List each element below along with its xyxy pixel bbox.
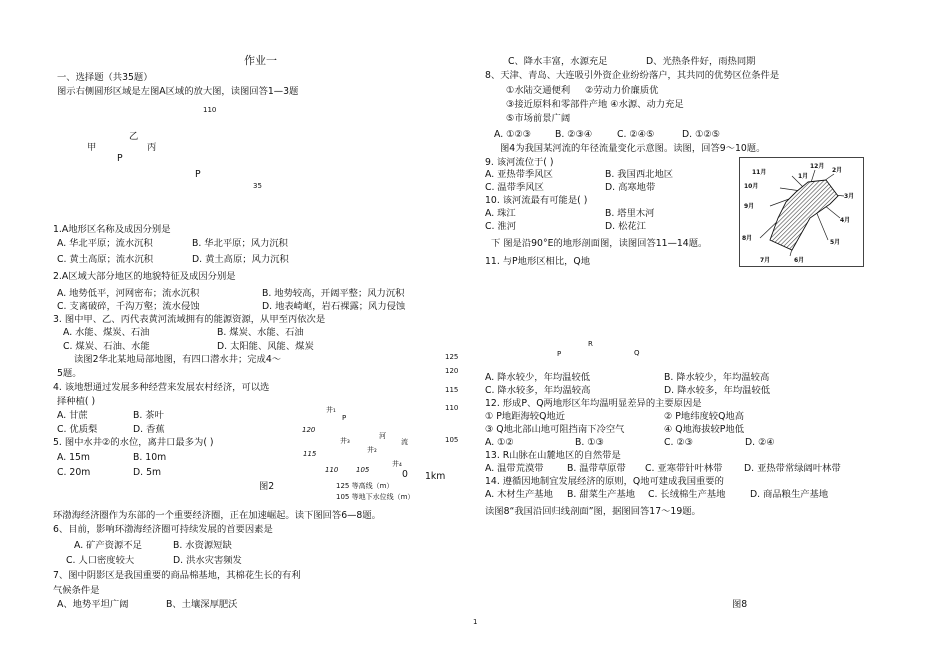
q1-option-b: B. 华北平原；风力沉积	[192, 238, 288, 249]
q12-option-b: B. ①③	[575, 437, 604, 448]
q4-option-c: C. 优质梨	[57, 424, 98, 435]
figure-8-caption: 图8	[732, 599, 748, 610]
q2-option-b: B. 地势较高，开阔平整；风力沉积	[262, 288, 405, 299]
map1-label-yi: 乙	[129, 131, 139, 142]
q12-item-3: ③ Q地北部山地可阻挡南下冷空气	[485, 424, 625, 435]
q13-option-a: A. 温带荒漠带	[485, 463, 544, 474]
q14-option-c: C. 长绒棉生产基地	[648, 489, 726, 500]
q1-option-c: C. 黄土高原；流水沉积	[57, 254, 154, 265]
label-may: 5月	[830, 239, 841, 246]
q7-option-d: D、光热条件好，雨热同期	[646, 56, 756, 67]
q9-option-a: A. 亚热带季风区	[485, 169, 553, 180]
label-jan: 1月	[798, 173, 809, 180]
q10-option-d: D. 松花江	[605, 221, 646, 232]
q4-option-a: A. 甘蔗	[57, 410, 88, 421]
q6-option-b: B. 水资源短缺	[173, 540, 232, 551]
fig2-legend-contour: 125 等高线（m）	[336, 482, 394, 490]
label-jun: 6月	[794, 257, 805, 264]
intro-q4-5-line1: 读图2华北某地局部地图，有四口潜水井；完成4～	[74, 354, 282, 365]
fig2-legend-groundwater: 105 等地下水位线（m）	[336, 493, 415, 501]
q14-option-a: A. 木材生产基地	[485, 489, 553, 500]
q2-option-c: C. 支离破碎，千沟万壑；流水侵蚀	[57, 301, 200, 312]
question-12: 12. 形成P、Q两地形区年均温明显差异的主要原因是	[485, 398, 702, 409]
fig2-scale-km: 1km	[425, 471, 446, 482]
q4-option-b: B. 茶叶	[133, 410, 164, 421]
fig2-groundwater-110: 110	[325, 466, 339, 474]
intro-q17-19: 读图8“我国沿回归线剖面”图，据图回答17～19题。	[485, 506, 701, 517]
fig2-well-1: 井₁	[326, 406, 336, 414]
question-13: 13. R山脉在山麓地区的自然带是	[485, 450, 621, 461]
label-sep: 9月	[744, 203, 755, 210]
fig2-groundwater-115: 115	[303, 450, 317, 458]
fig2-river-1: 河	[379, 432, 386, 440]
q10-option-c: C. 淮河	[485, 221, 516, 232]
question-2: 2.A区域大部分地区的地貌特征及成因分别是	[53, 271, 236, 282]
question-4-line2: 择种植( )	[57, 396, 96, 407]
fig2-point-p: P	[342, 414, 347, 422]
fig2-well-2: 井₂	[367, 446, 377, 454]
q10-option-a: A. 珠江	[485, 208, 516, 219]
question-10: 10. 该河流最有可能是( )	[485, 195, 588, 206]
fig2-caption: 图2	[259, 481, 275, 492]
question-11: 11. 与P地形区相比，Q地	[485, 256, 591, 267]
q5-option-a: A. 15m	[57, 452, 90, 463]
q9-option-b: B. 我国西北地区	[605, 169, 674, 180]
q13-option-d: D. 亚热带常绿阔叶林带	[744, 463, 841, 474]
profile-label-p: P	[557, 350, 562, 358]
fig2-river-2: 流	[401, 438, 408, 446]
label-mar: 3月	[844, 193, 855, 200]
q5-option-d: D. 5m	[133, 467, 162, 478]
question-6: 6、目前，影响环渤海经济圈可持续发展的首要因素是	[53, 524, 273, 535]
q8-option-d: D. ①②⑤	[682, 129, 721, 140]
question-3: 3. 图中甲、乙、丙代表黄河流域拥有的能源资源，从甲至丙依次是	[53, 314, 326, 325]
question-9: 9. 该河流位于( )	[485, 157, 554, 168]
question-5: 5. 图中水井②的水位，离井口最多为( )	[53, 437, 214, 448]
intro-q9-10: 图4为我国某河流的年径流量变化示意图。读图，回答9～10题。	[500, 143, 766, 154]
fig2-contour-115: 115	[445, 386, 459, 394]
q8-option-b: B. ②③④	[555, 129, 593, 140]
q4-option-d: D. 香蕉	[133, 424, 165, 435]
fig2-scale-zero: 0	[402, 469, 408, 480]
profile-label-q: Q	[634, 349, 640, 357]
map1-label-bing: 丙	[147, 142, 157, 153]
q11-option-b: B. 降水较少，年均温较高	[664, 372, 770, 383]
q7-option-b: B、土壤深厚肥沃	[166, 599, 238, 610]
map1-label-jia: 甲	[87, 142, 97, 153]
fig2-contour-105: 105	[445, 436, 459, 444]
question-7-line2: 气候条件是	[53, 585, 100, 596]
q8-item-5: ⑤市场前景广阔	[506, 113, 571, 124]
label-aug: 8月	[742, 235, 753, 242]
runoff-radial-chart	[740, 158, 863, 266]
q8-item-2: ②劳动力价廉质优	[585, 85, 659, 96]
q1-option-d: D. 黄土高原；风力沉积	[192, 254, 289, 265]
q12-option-a: A. ①②	[485, 437, 514, 448]
label-feb: 2月	[832, 167, 843, 174]
intro-q1-3: 图示右侧圆形区域是左图A区域的放大图，读图回答1—3题	[57, 86, 299, 97]
page-title: 作业一	[244, 54, 277, 67]
intro-q6-8: 环渤海经济圈作为东部的一个重要经济圈，正在加速崛起。读下图回答6—8题。	[53, 510, 381, 521]
q6-option-c: C. 人口密度较大	[66, 555, 135, 566]
question-4-line1: 4. 该地想通过发展多种经营来发展农村经济，可以选	[53, 382, 270, 393]
q5-option-b: B. 10m	[133, 452, 167, 463]
q6-option-d: D. 洪水灾害频发	[173, 555, 242, 566]
profile-label-r: R	[588, 340, 593, 348]
question-7-line1: 7、图中阴影区是我国重要的商品棉基地，其棉花生长的有利	[53, 570, 301, 581]
page-number: 1	[473, 618, 478, 626]
q12-item-2: ② P地纬度较Q地高	[664, 411, 744, 422]
q11-option-c: C. 降水较多，年均温较高	[485, 385, 591, 396]
q8-item-1: ①水陆交通便利	[506, 85, 571, 96]
q12-item-1: ① P地距海较Q地近	[485, 411, 565, 422]
q9-option-d: D. 高寒地带	[605, 182, 656, 193]
label-oct: 10月	[744, 183, 759, 190]
q8-item-3-4: ③接近原料和零部件产地 ④水源、动力充足	[506, 99, 684, 110]
q8-option-a: A. ①②③	[494, 129, 532, 140]
q2-option-a: A. 地势低平，河网密布；流水沉积	[57, 288, 200, 299]
q10-option-b: B. 塔里木河	[605, 208, 655, 219]
q13-option-b: B. 温带草原带	[567, 463, 626, 474]
map1-label-p2: P	[195, 169, 201, 180]
q3-option-a: A. 水能、煤炭、石油	[63, 327, 150, 338]
label-dec: 12月	[810, 163, 825, 170]
q14-option-b: B. 甜菜生产基地	[567, 489, 636, 500]
q13-option-c: C. 亚寒带针叶林带	[645, 463, 723, 474]
q12-option-c: C. ②③	[664, 437, 694, 448]
fig2-well-3: 井₃	[340, 437, 350, 445]
label-nov: 11月	[752, 169, 767, 176]
q14-option-d: D. 商品粮生产基地	[750, 489, 829, 500]
q5-option-c: C. 20m	[57, 467, 91, 478]
q7-option-a: A、地势平坦广阔	[57, 599, 129, 610]
fig2-groundwater-105: 105	[356, 466, 370, 474]
question-8: 8、天津、青岛、大连吸引外资企业纷纷落户，其共同的优势区位条件是	[485, 70, 780, 81]
fig2-groundwater-120: 120	[302, 426, 316, 434]
q3-option-d: D. 太阳能、风能、煤炭	[217, 341, 314, 352]
q12-item-4: ④ Q地海拔较P地低	[664, 424, 744, 435]
question-1: 1.A地形区名称及成因分别是	[53, 224, 171, 235]
q11-option-d: D. 降水较多，年均温较低	[664, 385, 771, 396]
fig2-contour-120: 120	[445, 367, 459, 375]
q3-option-b: B. 煤炭、水能、石油	[217, 327, 304, 338]
fig2-well-4: 井₄	[392, 460, 402, 468]
q2-option-d: D. 地表崎岖，岩石裸露；风力侵蚀	[262, 301, 406, 312]
q3-option-c: C. 煤炭、石油、水能	[63, 341, 150, 352]
q7-option-c: C、降水丰富，水源充足	[508, 56, 608, 67]
map1-label-110: 110	[203, 106, 217, 114]
q6-option-a: A. 矿产资源不足	[74, 540, 142, 551]
map1-label-35: 35	[253, 182, 262, 190]
q8-option-c: C. ②④⑤	[617, 129, 655, 140]
intro-q11-14: 下 图是沿90°E的地形剖面图，读图回答11—14题。	[491, 238, 708, 249]
fig2-contour-110: 110	[445, 404, 459, 412]
map1-label-p1: P	[117, 153, 123, 164]
intro-q4-5-line2: 5题。	[57, 368, 82, 379]
q9-option-c: C. 温带季风区	[485, 182, 544, 193]
section-heading: 一、选择题（共35题）	[57, 72, 153, 83]
fig2-contour-125: 125	[445, 353, 459, 361]
q1-option-a: A. 华北平原；流水沉积	[57, 238, 153, 249]
label-jul: 7月	[760, 257, 771, 264]
question-14: 14. 遵循因地制宜发展经济的原则，Q地可建成我国重要的	[485, 476, 724, 487]
q11-option-a: A. 降水较少，年均温较低	[485, 372, 591, 383]
figure-4-runoff-diagram	[739, 157, 864, 267]
label-apr: 4月	[840, 217, 851, 224]
q12-option-d: D. ②④	[745, 437, 775, 448]
